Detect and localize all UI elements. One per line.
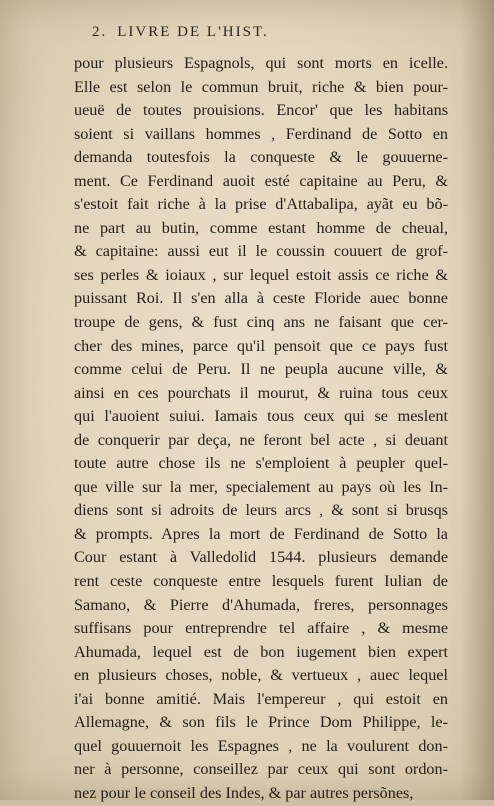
- text-line: ueuë de toutes prouisions. Encor' que les habitans: [74, 101, 448, 120]
- running-title: LIVRE DE L'HIST.: [117, 24, 269, 40]
- running-header: [92, 24, 392, 41]
- text-line: Elle est selon le commun bruit, riche & bien pour-: [74, 77, 448, 96]
- text-line: pour plusieurs Espagnols, qui sont morts en icelle.: [74, 54, 448, 72]
- text-line: quel gouuernoit les Espagnes , ne la voulurent don-: [74, 736, 448, 755]
- text-line: s'estoit fait riche à la prise d'Attabalipa, ayãt eu bõ-: [74, 195, 448, 214]
- text-line: ne part au butin, comme estant homme de cheual,: [74, 218, 448, 237]
- body-text: [74, 52, 448, 806]
- text-line: soient si vaillans hommes , Ferdinand de Sotto en: [74, 124, 448, 143]
- text-line: rent ceste conqueste entre lesquels furent Iulian de: [74, 572, 448, 591]
- text-line: puissant Roi. Il s'en alla à ceste Floride auec bonne: [74, 289, 448, 308]
- text-line: comme celui de Peru. Il ne peupla aucune ville, &: [74, 360, 448, 379]
- text-line: que ville sur la mer, specialement au pays où les In-: [74, 477, 448, 496]
- text-line: de conquerir par deça, ne feront bel acte , si deuant: [74, 430, 448, 449]
- text-line: ner à personne, conseillez par ceux qui sont ordon-: [74, 760, 448, 779]
- text-line: toute autre chose ils ne s'emploient à peupler quel-: [74, 454, 448, 473]
- text-line: & capitaine: aussi eut il le coussin couuert de grof-: [74, 242, 448, 261]
- text-line: cher des mines, parce qu'il pensoit que ce pays fust: [74, 336, 448, 355]
- text-line: diens sont si adroits de leurs arcs , & sont si brusqs: [74, 501, 448, 520]
- text-line: nez pour le conseil des Indes, & par autres persõnes,: [74, 783, 414, 802]
- text-line: ainsi en ces pourchats il mourut, & ruina tous ceux: [74, 383, 448, 402]
- text-line: & prompts. Apres la mort de Ferdinand de Sotto la: [74, 524, 448, 543]
- text-line: Samano, & Pierre d'Ahumada, freres, personnages: [74, 595, 448, 614]
- text-line: en plusieurs choses, noble, & vertueux , auec lequel: [74, 666, 448, 685]
- page-number: 2.: [92, 24, 108, 40]
- text-line: Cour estant à Valledolid 1544. plusieurs demande: [74, 548, 448, 567]
- text-line: troupe de gens, & fust cinq ans ne faisant que cer-: [74, 313, 448, 332]
- text-line: ses perles & ioiaux , sur lequel estoit assis ce riche &: [74, 265, 448, 284]
- text-line: qui l'auoient suiui. Iamais tous ceux qui se meslent: [74, 407, 448, 426]
- text-line: demanda toutesfois la conqueste & le gouuerne-: [74, 148, 448, 167]
- page-gutter-shadow: [460, 0, 494, 800]
- text-line: Allemagne, & son fils le Prince Dom Philippe, le-: [74, 713, 448, 732]
- text-line: suffisans pour entreprendre tel affaire , & mesme: [74, 619, 448, 638]
- text-line: i'ai bonne amitié. Mais l'empereur , qui estoit en: [74, 689, 448, 708]
- text-line: ment. Ce Ferdinand auoit esté capitaine au Peru, &: [74, 171, 448, 190]
- text-line: Ahumada, lequel est de bon iugement bien expert: [74, 642, 448, 661]
